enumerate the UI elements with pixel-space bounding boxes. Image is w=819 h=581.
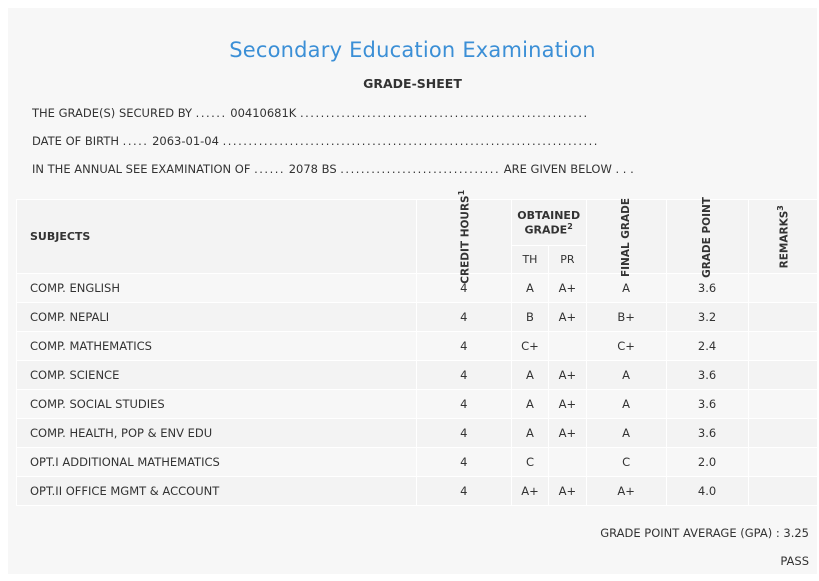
grades-table xyxy=(16,189,818,506)
th-grade-cell: A xyxy=(511,419,548,448)
th-grade-cell: A xyxy=(511,274,548,303)
remarks-cell xyxy=(748,448,818,477)
grade-point-cell: 4.0 xyxy=(666,477,748,506)
final-grade-cell: B+ xyxy=(586,303,666,332)
pr-grade-cell: A+ xyxy=(549,303,586,332)
subject-cell: COMP. SCIENCE xyxy=(17,361,417,390)
given-below-text: ARE GIVEN BELOW . . . xyxy=(503,162,634,176)
dots: ..... xyxy=(122,134,149,148)
header-subjects: SUBJECTS xyxy=(17,200,417,274)
info-line-dob xyxy=(32,134,772,148)
grade-point-cell: 3.6 xyxy=(666,390,748,419)
grade-point-cell: 3.2 xyxy=(666,303,748,332)
table-row xyxy=(17,332,818,361)
table-row xyxy=(17,448,818,477)
dots: ......................................................................... xyxy=(222,134,599,148)
grade-point-cell: 3.6 xyxy=(666,274,748,303)
grade-point-cell: 2.4 xyxy=(666,332,748,361)
th-grade-cell: B xyxy=(511,303,548,332)
pr-grade-cell: A+ xyxy=(549,419,586,448)
table-row xyxy=(17,419,818,448)
remarks-cell xyxy=(748,390,818,419)
dots: ...... xyxy=(254,162,286,176)
remarks-cell xyxy=(748,332,818,361)
final-grade-cell: A xyxy=(586,274,666,303)
header-th: TH xyxy=(511,246,548,274)
remarks-cell xyxy=(748,274,818,303)
subject-cell: OPT.II OFFICE MGMT & ACCOUNT xyxy=(17,477,417,506)
header-pr: PR xyxy=(549,246,586,274)
grade-point-cell: 3.6 xyxy=(666,419,748,448)
remarks-cell xyxy=(748,419,818,448)
credit-hours-cell: 4 xyxy=(416,332,511,361)
grade-point-cell: 2.0 xyxy=(666,448,748,477)
subject-cell: COMP. NEPALI xyxy=(17,303,417,332)
exam-label: IN THE ANNUAL SEE EXAMINATION OF xyxy=(32,162,251,176)
pr-grade-cell: A+ xyxy=(549,477,586,506)
pr-grade-cell xyxy=(549,332,586,361)
table-row xyxy=(17,390,818,419)
symbol-number: 00410681K xyxy=(230,106,297,120)
header-final-grade: FINAL GRADE xyxy=(586,200,666,274)
gpa-value: 3.25 xyxy=(783,526,809,540)
credit-hours-cell: 4 xyxy=(416,390,511,419)
final-grade-cell: C+ xyxy=(586,332,666,361)
credit-hours-cell: 4 xyxy=(416,448,511,477)
final-grade-cell: A xyxy=(586,390,666,419)
dots: ........................................................ xyxy=(300,106,589,120)
table-row xyxy=(17,274,818,303)
dob-label: DATE OF BIRTH xyxy=(32,134,120,148)
remarks-cell xyxy=(748,477,818,506)
grade-point-cell: 3.6 xyxy=(666,361,748,390)
final-grade-cell: A xyxy=(586,361,666,390)
final-grade-cell: C xyxy=(586,448,666,477)
dots: ...... xyxy=(195,106,227,120)
table-row xyxy=(17,303,818,332)
credit-hours-cell: 4 xyxy=(416,303,511,332)
header-obtained-grade: OBTAINED GRADE$^2$ xyxy=(511,200,586,246)
date-of-birth: 2063-01-04 xyxy=(152,134,219,148)
secured-by-label: THE GRADE(S) SECURED BY xyxy=(32,106,193,120)
info-line-secured-by xyxy=(32,106,772,120)
subject-cell: COMP. HEALTH, POP & ENV EDU xyxy=(17,419,417,448)
table-row xyxy=(17,361,818,390)
pr-grade-cell: A+ xyxy=(549,390,586,419)
th-grade-cell: A+ xyxy=(511,477,548,506)
th-grade-cell: C xyxy=(511,448,548,477)
pr-grade-cell xyxy=(549,448,586,477)
subject-cell: OPT.I ADDITIONAL MATHEMATICS xyxy=(17,448,417,477)
header-remarks: REMARKS$^3$ xyxy=(748,200,818,274)
pr-grade-cell: A+ xyxy=(549,361,586,390)
credit-hours-cell: 4 xyxy=(416,477,511,506)
remarks-cell xyxy=(748,303,818,332)
final-grade-cell: A+ xyxy=(586,477,666,506)
header-grade-point: GRADE POINT xyxy=(666,200,748,274)
result-status: PASS xyxy=(780,554,809,568)
exam-title: Secondary Education Examination xyxy=(229,38,596,62)
exam-year: 2078 BS xyxy=(288,162,337,176)
credit-hours-cell: 4 xyxy=(416,274,511,303)
th-grade-cell: A xyxy=(511,361,548,390)
dots: ............................... xyxy=(340,162,501,176)
credit-hours-cell: 4 xyxy=(416,361,511,390)
subject-cell: COMP. MATHEMATICS xyxy=(17,332,417,361)
table-row xyxy=(17,477,818,506)
credit-hours-cell: 4 xyxy=(416,419,511,448)
info-line-exam xyxy=(32,162,772,176)
subject-cell: COMP. ENGLISH xyxy=(17,274,417,303)
th-grade-cell: C+ xyxy=(511,332,548,361)
gpa-label: GRADE POINT AVERAGE (GPA) : xyxy=(600,526,780,540)
grade-sheet-heading: GRADE-SHEET xyxy=(363,76,462,91)
gpa-line xyxy=(600,526,809,540)
pr-grade-cell: A+ xyxy=(549,274,586,303)
grade-sheet xyxy=(8,8,817,574)
header-credit-hours: CREDIT HOURS$^1$ xyxy=(416,200,511,274)
subject-cell: COMP. SOCIAL STUDIES xyxy=(17,390,417,419)
final-grade-cell: A xyxy=(586,419,666,448)
remarks-cell xyxy=(748,361,818,390)
th-grade-cell: A xyxy=(511,390,548,419)
